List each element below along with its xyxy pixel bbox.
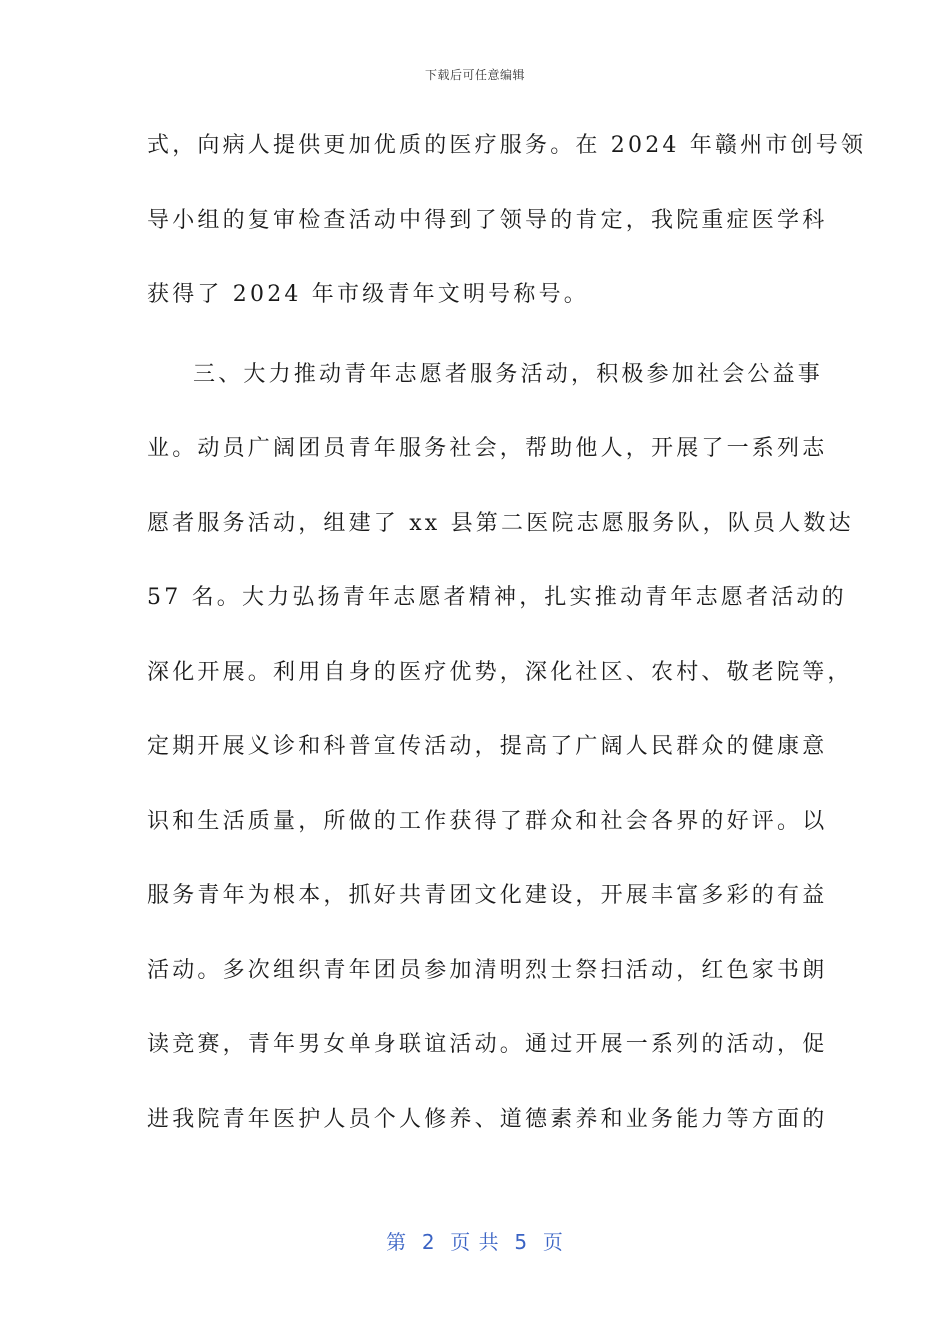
document-body [147,124,867,1172]
section-heading-line: 三、大力推动青年志愿者服务活动，积极参加社会公益事 [193,361,824,387]
text-line: 活动。多次组织青年团员参加清明烈士祭扫活动，红色家书朗 [147,957,828,983]
text-line: 57 名。大力弘扬青年志愿者精神，扎实推动青年志愿者活动的 [147,585,847,610]
text-line: 深化开展。利用自身的医疗优势，深化社区、农村、敬老院等， [147,659,853,685]
page-number-footer [0,1226,950,1255]
text-line: 获得了 2024 年市级青年文明号称号。 [147,282,589,307]
text-line: 愿者服务活动，组建了 xx 县第二医院志愿服务队，队员人数达 [147,510,854,536]
text-line: 识和生活质量，所做的工作获得了群众和社会各界的好评。以 [147,808,828,834]
text-line: 读竞赛，青年男女单身联谊活动。通过开展一系列的活动，促 [147,1032,828,1057]
text-line: 式，向病人提供更加优质的医疗服务。在 2024 年赣州市创号领 [147,133,867,158]
header-note: 下载后可任意编辑 [424,68,525,82]
text-line: 导小组的复审检查活动中得到了领导的肯定，我院重症医学科 [147,207,828,233]
text-line: 定期开展义诊和科普宣传活动，提高了广阔人民群众的健康意 [147,734,828,759]
text-line: 业。动员广阔团员青年服务社会，帮助他人，开展了一系列志 [147,436,828,461]
page-number-label: 第 2 页 共 5 页 [386,1230,564,1254]
text-line: 进我院青年医护人员个人修养、道德素养和业务能力等方面的 [147,1106,828,1132]
text-line: 服务青年为根本，抓好共青团文化建设，开展丰富多彩的有益 [147,883,828,908]
